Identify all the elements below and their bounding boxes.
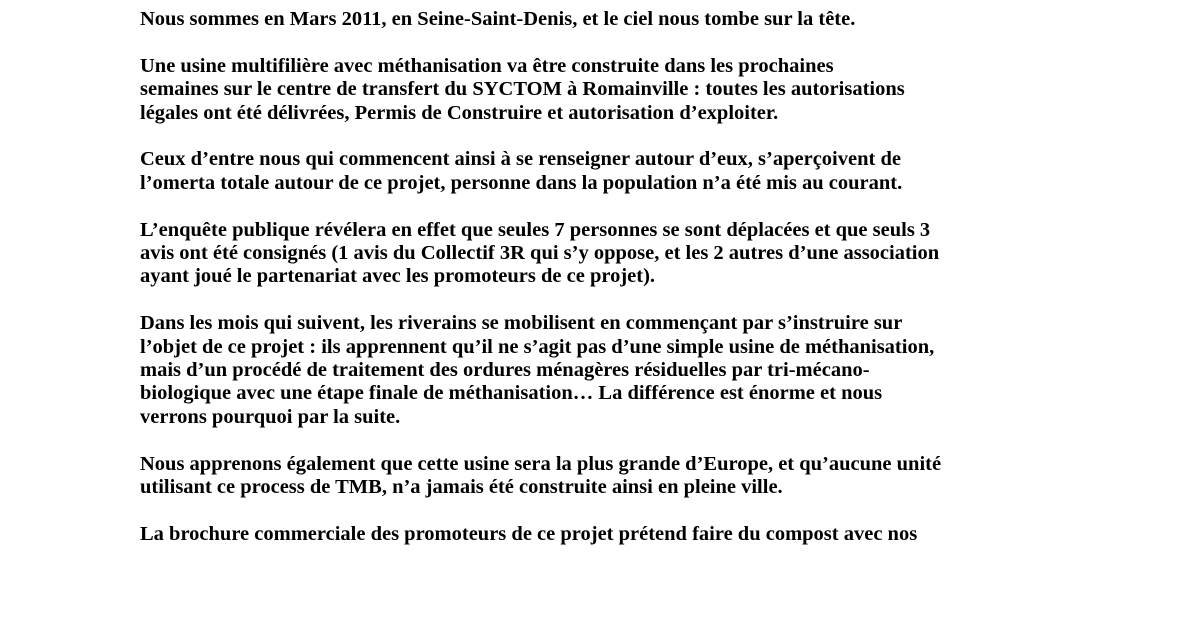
text-line: Nous sommes en Mars 2011, en Seine-Saint-Denis, et le ciel nous tombe sur la tête.	[140, 8, 856, 30]
paragraph-brochure	[140, 523, 1140, 546]
text-line: utilisant ce process de TMB, n’a jamais été construite ainsi en pleine ville.	[140, 476, 783, 499]
text-line: biologique avec une étape finale de méthanisation… La différence est énorme et nous	[140, 382, 883, 405]
text-line: La brochure commerciale des promoteurs de ce projet prétend faire du compost avec nos	[140, 522, 918, 545]
text-line: mais d’un procédé de traitement des ordures ménagères résiduelles par tri-mécano-	[140, 359, 870, 382]
paragraph-intro	[140, 8, 1140, 31]
paragraph-enquete	[140, 219, 1140, 289]
document-body	[140, 8, 1140, 570]
paragraph-omerta	[140, 148, 1140, 195]
text-line: l’objet de ce projet : ils apprennent qu’il ne s’agit pas d’une simple usine de méthanisation,	[140, 335, 935, 358]
text-line: verrons pourquoi par la suite.	[140, 405, 401, 428]
text-line: Dans les mois qui suivent, les riverains se mobilisent en commençant par s’instruire sur	[140, 312, 903, 335]
text-line: Une usine multifilière avec méthanisation va être construite dans les prochaines	[140, 54, 834, 77]
text-line: Nous apprenons également que cette usine sera la plus grande d’Europe, et qu’aucune unité	[140, 452, 942, 475]
paragraph-usine	[140, 55, 1140, 125]
text-line: légales ont été délivrées, Permis de Construire et autorisation d’exploiter.	[140, 101, 779, 124]
text-line: L’enquête publique révélera en effet que seules 7 personnes se sont déplacées et que seuls 3	[140, 218, 931, 241]
paragraph-europe	[140, 453, 1140, 500]
text-line: semaines sur le centre de transfert du SYCTOM à Romainville : toutes les autorisations	[140, 78, 905, 101]
text-line: l’omerta totale autour de ce projet, personne dans la population n’a été mis au courant.	[140, 171, 903, 194]
text-line: Ceux d’entre nous qui commencent ainsi à se renseigner autour d’eux, s’aperçoivent de	[140, 148, 901, 171]
text-line: ayant joué le partenariat avec les promoteurs de ce projet).	[140, 265, 656, 288]
text-line: avis ont été consignés (1 avis du Collectif 3R qui s’y oppose, et les 2 autres d’une association	[140, 242, 940, 265]
paragraph-mobilisation	[140, 312, 1140, 429]
